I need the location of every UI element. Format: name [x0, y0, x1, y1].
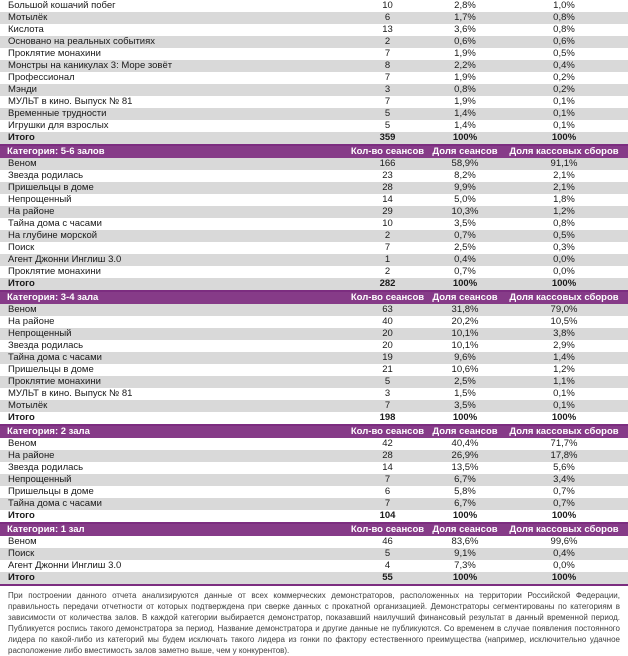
sessions-count-cell: 1	[384, 254, 391, 265]
film-title-cell: Основано на реальных событиях	[8, 36, 155, 47]
film-row	[0, 170, 628, 182]
boxoffice-share-cell: 91,1%	[550, 158, 578, 169]
column-header: Кол-во сеансов	[345, 145, 430, 158]
film-row	[0, 12, 628, 24]
sessions-share-cell: 6,7%	[454, 474, 476, 485]
boxoffice-share-cell: 5,6%	[553, 462, 575, 473]
boxoffice-share-cell: 71,7%	[550, 438, 578, 449]
film-row	[0, 120, 628, 132]
sessions-count-cell: 23	[382, 170, 393, 181]
film-row	[0, 364, 628, 376]
sessions-count-cell: 19	[382, 352, 393, 363]
sessions-share-cell: 1,9%	[454, 72, 476, 83]
sessions-share-cell: 1,4%	[454, 108, 476, 119]
sessions-count-cell: 40	[382, 316, 393, 327]
sessions-count-cell: 13	[382, 24, 393, 35]
methodology-note: При построении данного отчета анализируются данные от всех коммерческих демонстраторов, расположенных на территории Российской Федерации, правильность передачи отчетности от которых подтверждена при сверке данных с прокатной организацией. Демонстраторы сегментированы по категориям в зависимости от количества залов. В каждой категории выбирается демонстратор, показавший наилучший финансовый результат в данный временной период. Публикуется роспись такого демонстратора за период. Название демонстратора и другие данные не публикуются. Со временем в случае появления постоянного лидера по какой-либо из категорий мы будем исключать такого лидера из гонки по фактору естественного преимущества (например, исключительно удачное расположение либо вместимость залов заметно выше, чем у конкурентов).	[8, 591, 620, 655]
film-row	[0, 60, 628, 72]
sessions-share-cell: 2,5%	[454, 376, 476, 387]
boxoffice-share-cell: 10,5%	[550, 316, 578, 327]
sessions-share-cell: 0,6%	[454, 36, 476, 47]
film-row	[0, 548, 628, 560]
boxoffice-share-cell: 1,2%	[553, 364, 575, 375]
sessions-count-cell: 10	[382, 0, 393, 11]
total-row	[0, 510, 628, 523]
film-row	[0, 194, 628, 206]
sessions-count-cell: 198	[345, 412, 430, 425]
boxoffice-share-cell: 3,8%	[553, 328, 575, 339]
boxoffice-share-cell: 79,0%	[550, 304, 578, 315]
boxoffice-share-cell: 0,6%	[553, 36, 575, 47]
boxoffice-share-cell: 0,4%	[553, 548, 575, 559]
total-row	[0, 412, 628, 425]
sessions-count-cell: 20	[382, 340, 393, 351]
column-header: Кол-во сеансов	[345, 425, 430, 438]
boxoffice-share-cell: 0,1%	[553, 120, 575, 131]
boxoffice-share-cell: 0,8%	[553, 24, 575, 35]
sessions-share-cell: 1,4%	[454, 120, 476, 131]
boxoffice-share-cell: 2,9%	[553, 340, 575, 351]
boxoffice-share-cell: 0,0%	[553, 266, 575, 277]
sessions-count-cell: 5	[384, 120, 391, 131]
film-title-cell: Большой кошачий побег	[8, 0, 116, 11]
film-title-cell: Тайна дома с часами	[8, 218, 102, 229]
column-header: Доля кассовых сборов	[500, 291, 628, 304]
film-row	[0, 36, 628, 48]
film-row	[0, 84, 628, 96]
sessions-count-cell: 7	[384, 400, 391, 411]
film-row	[0, 72, 628, 84]
film-title-cell: Поиск	[8, 548, 35, 559]
total-label-cell: Итого	[0, 278, 345, 291]
sessions-share-cell: 5,8%	[454, 486, 476, 497]
sessions-count-cell: 8	[384, 60, 391, 71]
sessions-share-cell: 31,8%	[451, 304, 479, 315]
sessions-share-cell: 100%	[430, 510, 500, 523]
film-title-cell: Кислота	[8, 24, 44, 35]
film-title-cell: Звезда родилась	[8, 340, 84, 351]
boxoffice-share-cell: 100%	[500, 572, 628, 585]
sessions-share-cell: 0,7%	[454, 266, 476, 277]
film-row	[0, 462, 628, 474]
sessions-count-cell: 7	[384, 72, 391, 83]
sessions-count-cell: 2	[384, 230, 391, 241]
category-label: Категория: 2 зала	[0, 425, 345, 438]
film-title-cell: На районе	[8, 206, 55, 217]
film-row	[0, 498, 628, 510]
boxoffice-share-cell: 0,5%	[553, 230, 575, 241]
boxoffice-share-cell: 0,1%	[553, 96, 575, 107]
film-title-cell: Агент Джонни Инглиш 3.0	[8, 560, 122, 571]
film-row	[0, 24, 628, 36]
film-row	[0, 474, 628, 486]
column-header: Доля кассовых сборов	[500, 145, 628, 158]
film-title-cell: Игрушки для взрослых	[8, 120, 109, 131]
sessions-share-cell: 0,8%	[454, 84, 476, 95]
sessions-share-cell: 9,9%	[454, 182, 476, 193]
sessions-share-cell: 20,2%	[451, 316, 479, 327]
boxoffice-share-cell: 0,1%	[553, 388, 575, 399]
film-title-cell: Поиск	[8, 242, 35, 253]
boxoffice-share-cell: 2,1%	[553, 182, 575, 193]
film-row	[0, 158, 628, 170]
film-row	[0, 242, 628, 254]
film-row	[0, 48, 628, 60]
film-title-cell: Тайна дома с часами	[8, 498, 102, 509]
boxoffice-share-cell: 100%	[500, 412, 628, 425]
boxoffice-share-cell: 0,7%	[553, 498, 575, 509]
film-row	[0, 182, 628, 194]
category-header-row	[0, 425, 628, 438]
sessions-share-cell: 9,1%	[454, 548, 476, 559]
film-title-cell: Непрощенный	[8, 328, 72, 339]
column-header: Кол-во сеансов	[345, 523, 430, 536]
sessions-count-cell: 2	[384, 266, 391, 277]
sessions-share-cell: 1,9%	[454, 96, 476, 107]
film-row	[0, 438, 628, 450]
film-title-cell: Агент Джонни Инглиш 3.0	[8, 254, 122, 265]
boxoffice-share-cell: 1,1%	[553, 376, 575, 387]
film-row	[0, 536, 628, 548]
total-row	[0, 132, 628, 145]
sessions-count-cell: 4	[384, 560, 391, 571]
sessions-count-cell: 7	[384, 498, 391, 509]
boxoffice-share-cell: 0,8%	[553, 218, 575, 229]
sessions-count-cell: 5	[384, 108, 391, 119]
boxoffice-share-cell: 0,5%	[553, 48, 575, 59]
sessions-share-cell: 100%	[430, 132, 500, 145]
sessions-share-cell: 9,6%	[454, 352, 476, 363]
film-title-cell: Тайна дома с часами	[8, 352, 102, 363]
sessions-count-cell: 7	[384, 96, 391, 107]
film-row	[0, 486, 628, 498]
sessions-share-cell: 10,3%	[451, 206, 479, 217]
sessions-count-cell: 55	[345, 572, 430, 585]
column-header: Доля сеансов	[430, 145, 500, 158]
film-title-cell: Непрощенный	[8, 194, 72, 205]
film-row	[0, 328, 628, 340]
sessions-count-cell: 7	[384, 474, 391, 485]
category-header-row	[0, 523, 628, 536]
boxoffice-share-cell: 0,0%	[553, 560, 575, 571]
film-row	[0, 230, 628, 242]
film-title-cell: Монстры на каникулах 3: Море зовёт	[8, 60, 173, 71]
sessions-count-cell: 42	[382, 438, 393, 449]
film-title-cell: Веном	[8, 304, 37, 315]
film-title-cell: Временные трудности	[8, 108, 107, 119]
sessions-share-cell: 0,4%	[454, 254, 476, 265]
sessions-count-cell: 28	[382, 450, 393, 461]
film-row	[0, 266, 628, 278]
sessions-share-cell: 2,2%	[454, 60, 476, 71]
column-header: Доля сеансов	[430, 425, 500, 438]
film-title-cell: На районе	[8, 450, 55, 461]
sessions-count-cell: 7	[384, 242, 391, 253]
sessions-share-cell: 13,5%	[451, 462, 479, 473]
total-row	[0, 572, 628, 585]
film-row	[0, 450, 628, 462]
column-header: Доля кассовых сборов	[500, 523, 628, 536]
boxoffice-share-cell: 0,7%	[553, 486, 575, 497]
sessions-share-cell: 26,9%	[451, 450, 479, 461]
film-row	[0, 96, 628, 108]
column-header: Кол-во сеансов	[345, 291, 430, 304]
boxoffice-share-cell: 0,3%	[553, 242, 575, 253]
sessions-share-cell: 1,5%	[454, 388, 476, 399]
film-title-cell: Веном	[8, 536, 37, 547]
sessions-share-cell: 2,8%	[454, 0, 476, 11]
film-title-cell: Непрощенный	[8, 474, 72, 485]
film-title-cell: МУЛЬТ в кино. Выпуск № 81	[8, 388, 133, 399]
sessions-count-cell: 20	[382, 328, 393, 339]
film-row	[0, 560, 628, 572]
sessions-share-cell: 3,6%	[454, 24, 476, 35]
film-title-cell: Звезда родилась	[8, 462, 84, 473]
film-title-cell: Проклятие монахини	[8, 266, 101, 277]
boxoffice-share-cell: 0,2%	[553, 72, 575, 83]
category-label: Категория: 5-6 залов	[0, 145, 345, 158]
boxoffice-share-cell: 1,8%	[553, 194, 575, 205]
film-title-cell: Веном	[8, 158, 37, 169]
boxoffice-share-cell: 17,8%	[550, 450, 578, 461]
sessions-count-cell: 3	[384, 84, 391, 95]
sessions-share-cell: 40,4%	[451, 438, 479, 449]
film-row	[0, 376, 628, 388]
film-title-cell: Мэнди	[8, 84, 37, 95]
sessions-count-cell: 63	[382, 304, 393, 315]
sessions-share-cell: 10,1%	[451, 340, 479, 351]
boxoffice-share-cell: 100%	[500, 510, 628, 523]
film-row	[0, 316, 628, 328]
sessions-share-cell: 5,0%	[454, 194, 476, 205]
sessions-share-cell: 1,7%	[454, 12, 476, 23]
sessions-count-cell: 14	[382, 194, 393, 205]
sessions-count-cell: 7	[384, 48, 391, 59]
sessions-count-cell: 104	[345, 510, 430, 523]
sessions-count-cell: 28	[382, 182, 393, 193]
film-title-cell: МУЛЬТ в кино. Выпуск № 81	[8, 96, 133, 107]
total-label-cell: Итого	[0, 412, 345, 425]
boxoffice-share-cell: 0,1%	[553, 400, 575, 411]
boxoffice-share-cell: 0,2%	[553, 84, 575, 95]
sessions-count-cell: 166	[379, 158, 396, 169]
category-label: Категория: 3-4 зала	[0, 291, 345, 304]
sessions-count-cell: 6	[384, 12, 391, 23]
film-title-cell: Мотылёк	[8, 400, 48, 411]
boxoffice-share-cell: 2,1%	[553, 170, 575, 181]
film-title-cell: Пришельцы в доме	[8, 364, 94, 375]
film-row	[0, 400, 628, 412]
sessions-share-cell: 100%	[430, 278, 500, 291]
sessions-share-cell: 10,6%	[451, 364, 479, 375]
sessions-share-cell: 83,6%	[451, 536, 479, 547]
boxoffice-share-cell: 1,2%	[553, 206, 575, 217]
sessions-share-cell: 2,5%	[454, 242, 476, 253]
film-title-cell: Мотылёк	[8, 12, 48, 23]
film-title-cell: Профессионал	[8, 72, 75, 83]
sessions-share-cell: 6,7%	[454, 498, 476, 509]
film-title-cell: На районе	[8, 316, 55, 327]
film-row	[0, 218, 628, 230]
category-header-row	[0, 145, 628, 158]
boxoffice-share-cell: 0,0%	[553, 254, 575, 265]
film-title-cell: Пришельцы в доме	[8, 182, 94, 193]
total-label-cell: Итого	[0, 510, 345, 523]
sessions-share-cell: 100%	[430, 572, 500, 585]
sessions-share-cell: 10,1%	[451, 328, 479, 339]
film-row	[0, 206, 628, 218]
sessions-count-cell: 6	[384, 486, 391, 497]
sessions-share-cell: 7,3%	[454, 560, 476, 571]
film-row	[0, 340, 628, 352]
sessions-count-cell: 359	[345, 132, 430, 145]
total-label-cell: Итого	[0, 132, 345, 145]
boxoffice-share-cell: 3,4%	[553, 474, 575, 485]
boxoffice-share-cell: 100%	[500, 132, 628, 145]
sessions-count-cell: 2	[384, 36, 391, 47]
film-row	[0, 254, 628, 266]
total-label-cell: Итого	[0, 572, 345, 585]
film-row	[0, 352, 628, 364]
film-title-cell: Пришельцы в доме	[8, 486, 94, 497]
film-row	[0, 0, 628, 12]
film-row	[0, 304, 628, 316]
sessions-share-cell: 58,9%	[451, 158, 479, 169]
sessions-count-cell: 5	[384, 548, 391, 559]
film-title-cell: Звезда родилась	[8, 170, 84, 181]
sessions-share-cell: 8,2%	[454, 170, 476, 181]
sessions-share-cell: 100%	[430, 412, 500, 425]
boxoffice-share-cell: 99,6%	[550, 536, 578, 547]
column-header: Доля сеансов	[430, 291, 500, 304]
boxoffice-share-cell: 0,1%	[553, 108, 575, 119]
sessions-count-cell: 14	[382, 462, 393, 473]
sessions-share-cell: 1,9%	[454, 48, 476, 59]
film-row	[0, 388, 628, 400]
category-label: Категория: 1 зал	[0, 523, 345, 536]
sessions-share-cell: 3,5%	[454, 218, 476, 229]
sessions-count-cell: 10	[382, 218, 393, 229]
boxoffice-share-cell: 1,0%	[553, 0, 575, 11]
sessions-count-cell: 282	[345, 278, 430, 291]
film-title-cell: На глубине морской	[8, 230, 98, 241]
sessions-count-cell: 46	[382, 536, 393, 547]
sessions-share-cell: 0,7%	[454, 230, 476, 241]
sessions-count-cell: 3	[384, 388, 391, 399]
boxoffice-share-cell: 100%	[500, 278, 628, 291]
film-title-cell: Веном	[8, 438, 37, 449]
sessions-count-cell: 21	[382, 364, 393, 375]
film-title-cell: Проклятие монахини	[8, 48, 101, 59]
boxoffice-share-cell: 1,4%	[553, 352, 575, 363]
sessions-count-cell: 5	[384, 376, 391, 387]
sessions-count-cell: 29	[382, 206, 393, 217]
film-title-cell: Проклятие монахини	[8, 376, 101, 387]
column-header: Доля кассовых сборов	[500, 425, 628, 438]
total-row	[0, 278, 628, 291]
film-row	[0, 108, 628, 120]
boxoffice-share-cell: 0,4%	[553, 60, 575, 71]
boxoffice-share-cell: 0,8%	[553, 12, 575, 23]
column-header: Доля сеансов	[430, 523, 500, 536]
sessions-share-cell: 3,5%	[454, 400, 476, 411]
category-header-row	[0, 291, 628, 304]
